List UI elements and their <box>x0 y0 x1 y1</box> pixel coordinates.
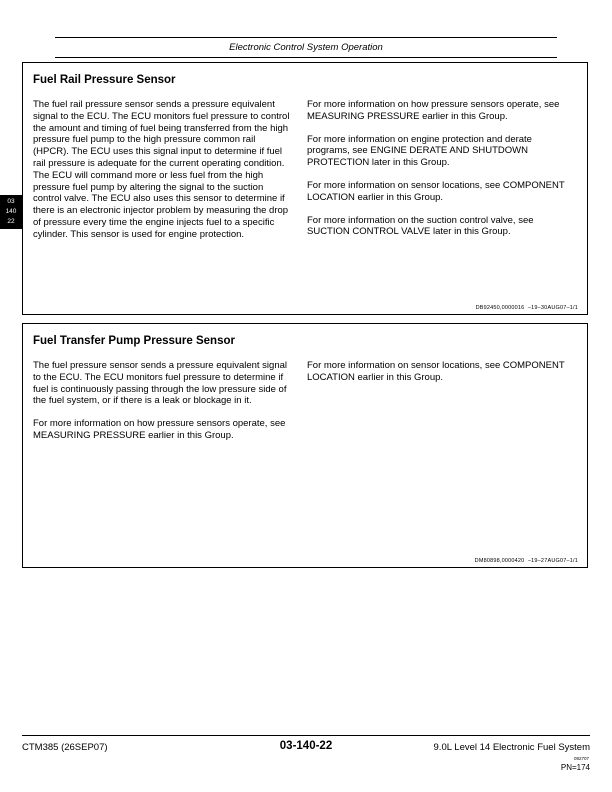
header-title: Electronic Control System Operation <box>229 42 383 53</box>
right-column <box>307 360 565 442</box>
left-column <box>33 99 291 241</box>
right-column <box>307 99 565 241</box>
side-tab-line: 03 <box>7 198 15 205</box>
body-paragraph: The fuel pressure sensor sends a pressure equivalent signal to the ECU. The ECU monitors fuel pressure to determine if fuel is continuously passing through the low pressure side of the fuel system, or if there is a leak or blockage in it. <box>33 360 288 407</box>
two-column-body <box>33 99 577 241</box>
page-header <box>55 37 557 58</box>
page-footer <box>22 735 590 780</box>
section-fuel-transfer-pump-pressure-sensor <box>22 323 588 568</box>
section-title: Fuel Transfer Pump Pressure Sensor <box>33 335 235 347</box>
body-paragraph: For more information on the suction control valve, see SUCTION CONTROL VALVE later in this Group. <box>307 214 534 238</box>
footer-page-number: 03-140-22 <box>279 740 333 752</box>
doc-reference-code: DB92450,0000016 –19–30AUG07–1/1 <box>475 305 578 311</box>
body-paragraph: For more information on sensor locations, see COMPONENT LOCATION earlier in this Group. <box>307 360 565 383</box>
footer-manual-id: CTM385 (26SEP07) <box>22 742 108 753</box>
page-locator-tab <box>0 195 22 229</box>
side-tab-line: 22 <box>7 218 15 225</box>
body-paragraph: For more information on how pressure sensors operate, see MEASURING PRESSURE earlier in this Group. <box>33 418 286 441</box>
two-column-body <box>33 360 577 442</box>
left-column <box>33 360 291 442</box>
body-paragraph: For more information on engine protection and derate programs, see ENGINE DERATE AND SHUTDOWN PROTECTION later in this Group. <box>307 133 532 169</box>
footer-print-code: 092707 <box>573 756 589 761</box>
footer-system-title: 9.0L Level 14 Electronic Fuel System <box>433 742 590 753</box>
body-paragraph: The fuel rail pressure sensor sends a pressure equivalent signal to the ECU. The ECU monitors fuel pressure to control the amount and timing of fuel being transferred from the high pressure fuel pump to the high pressure common rail (HPCR). The ECU uses this signal input to determine if fuel rail pressure is adequate for the current operating condition. The ECU will command more or less fuel from the high pressure fuel pump by altering the signal to the suction control valve. The ECU also uses this sensor to determine if there is an electronic injector problem by measuring the drop of pressure every time the engine injects fuel to a specific cylinder. This sensor is used for engine protection. <box>33 99 290 240</box>
body-paragraph: For more information on how pressure sensors operate, see MEASURING PRESSURE earlier in this Group. <box>307 99 560 122</box>
side-tab-line: 140 <box>5 208 17 215</box>
body-paragraph: For more information on sensor locations, see COMPONENT LOCATION earlier in this Group. <box>307 179 565 203</box>
doc-reference-code: DM80898,0000420 –19–27AUG07–1/1 <box>474 558 578 564</box>
section-title: Fuel Rail Pressure Sensor <box>33 74 176 86</box>
section-fuel-rail-pressure-sensor <box>22 62 588 315</box>
footer-pn-number: PN=174 <box>560 763 590 772</box>
